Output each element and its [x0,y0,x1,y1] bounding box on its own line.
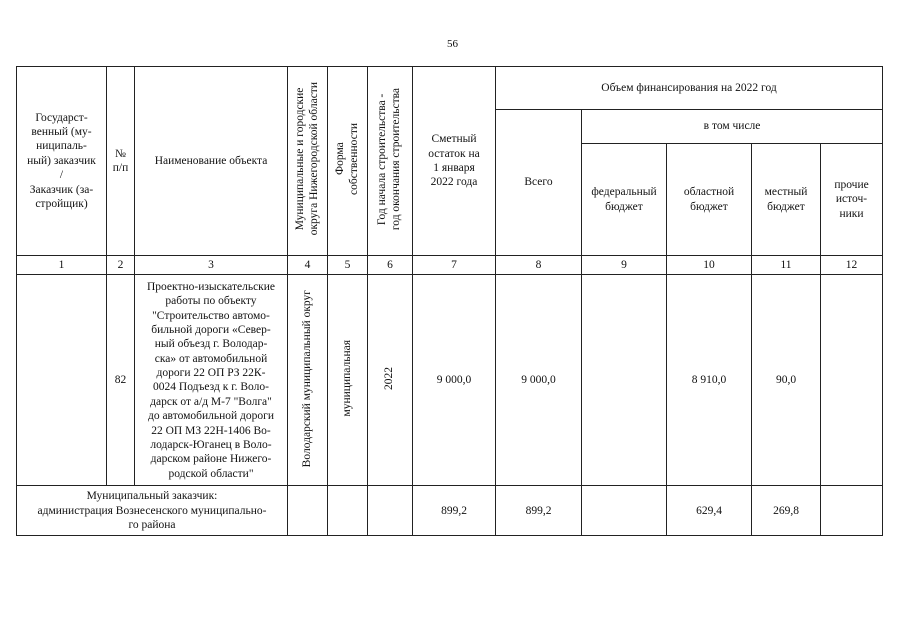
subtotal-other [821,486,883,536]
row-local: 90,0 [752,275,821,486]
subtotal-local: 269,8 [752,486,821,536]
column-number: 7 [413,256,496,275]
page-number: 56 [447,38,458,50]
header-regional: областной бюджет [667,144,752,256]
subtotal-row [17,486,883,536]
row-years [368,275,413,486]
column-number-row [17,256,883,275]
subtotal-municipality [288,486,328,536]
header-including: в том числе [582,110,883,144]
row-other [821,275,883,486]
column-number: 9 [582,256,667,275]
table-row [17,275,883,486]
column-number: 2 [107,256,135,275]
column-number: 11 [752,256,821,275]
row-ownership [328,275,368,486]
subtotal-estimate: 899,2 [413,486,496,536]
header-ownership [328,67,368,256]
row-years-text: 2022 [383,366,396,390]
header-customer: Государст- венный (му- ниципаль- ный) заказчик / Заказчик (за- стройщик) [17,67,107,256]
header-estimate: Сметный остаток на 1 января 2022 года [413,67,496,256]
financing-table [16,66,883,536]
header-total: Всего [496,110,582,256]
header-other: прочие источ- ники [821,144,883,256]
header-years-text: Год начала строительства - год окончания строительства [376,87,402,230]
column-number: 10 [667,256,752,275]
header-row-1 [17,67,883,110]
subtotal-total: 899,2 [496,486,582,536]
header-municipality-text: Муниципальные и городские округа Нижегородской области [293,82,320,236]
header-object-name: Наименование объекта [135,67,288,256]
column-number: 5 [328,256,368,275]
header-financing: Объем финансирования на 2022 год [496,67,883,110]
subtotal-federal [582,486,667,536]
subtotal-regional: 629,4 [667,486,752,536]
subtotal-years [368,486,413,536]
row-federal [582,275,667,486]
column-number: 6 [368,256,413,275]
column-number: 12 [821,256,883,275]
subtotal-label: Муниципальный заказчик: администрация Вознесенского муниципально- го района [17,486,288,536]
row-ownership-text: муниципальная [340,339,353,417]
row-municipality-text: Володарский муниципальный округ [300,289,313,467]
column-number: 4 [288,256,328,275]
header-federal: федеральный бюджет [582,144,667,256]
row-estimate: 9 000,0 [413,275,496,486]
row-total: 9 000,0 [496,275,582,486]
row-municipality [288,275,328,486]
header-municipality [288,67,328,256]
column-number: 1 [17,256,107,275]
header-years [368,67,413,256]
subtotal-ownership [328,486,368,536]
row-object-name: Проектно-изыскательские работы по объекту "Строительство автомо- бильной дороги «Север- ный объезд г. Володар- ска» от автомобильной дороги 22 ОП РЗ 22К- 0024 Подъезд к г. Воло- дарск от а/д М-7 "Волга" до автомобильной дороги 22 ОП МЗ 22Н-1406 Во- лодарск-Юганец в Воло- дарском районе Нижего- родской области" [135,275,288,486]
column-number: 8 [496,256,582,275]
row-num: 82 [107,275,135,486]
header-ownership-text: Форма собственности [333,122,360,195]
header-local: местный бюджет [752,144,821,256]
header-num: № п/п [107,67,135,256]
column-number: 3 [135,256,288,275]
row-regional: 8 910,0 [667,275,752,486]
row-customer [17,275,107,486]
